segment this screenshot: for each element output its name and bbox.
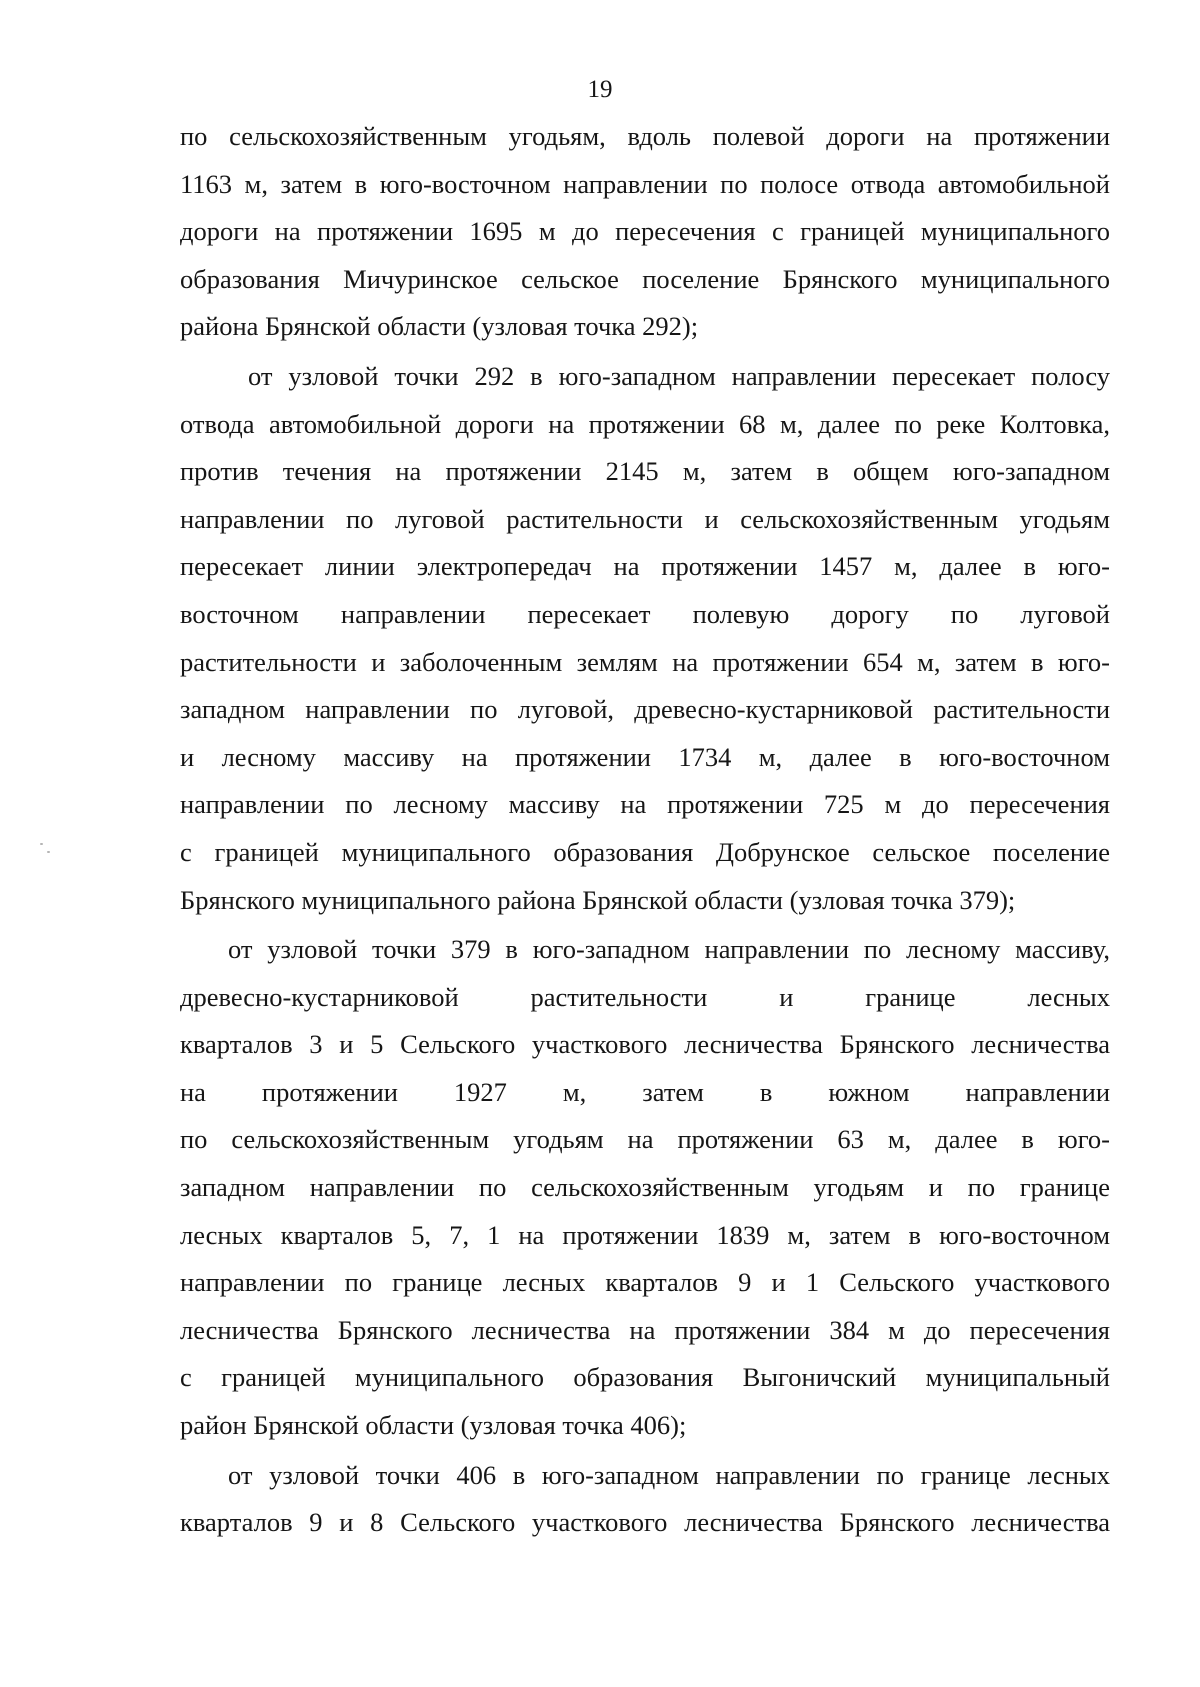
paragraph-line: по сельскохозяйственным угодьям на протяжении 63 м, далее в юго- — [180, 1124, 1110, 1155]
paragraph-line: по сельскохозяйственным угодьям, вдоль полевой дороги на протяжении — [180, 121, 1110, 151]
scan-speck — [47, 851, 50, 853]
paragraph-1 — [180, 113, 1110, 351]
paragraph-line: лесничества Брянского лесничества на протяжении 384 м до пересечения — [180, 1314, 1110, 1345]
paragraph-line: восточном направлении пересекает полевую дорогу по луговой — [180, 598, 1110, 629]
paragraph-line: образования Мичуринское сельское поселение Брянского муниципального — [180, 263, 1110, 294]
paragraph-line: кварталов 9 и 8 Сельского участкового лесничества Брянского лесничества — [180, 1507, 1110, 1538]
paragraph-line: 1163 м, затем в юго-восточном направлении по полосе отвода автомобильной — [180, 168, 1110, 199]
paragraph-line: западном направлении по луговой, древесно-кустарниковой растительности — [180, 694, 1110, 725]
scan-speck — [40, 843, 43, 845]
paragraph-line: отвода автомобильной дороги на протяжении 68 м, далее по реке Колтовка, — [180, 408, 1110, 439]
paragraph-line: с границей муниципального образования Добрунское сельское поселение — [180, 836, 1110, 867]
paragraph-line: и лесному массиву на протяжении 1734 м, далее в юго-восточном — [180, 741, 1110, 772]
paragraph-line: против течения на протяжении 2145 м, затем в общем юго-западном — [180, 456, 1110, 487]
paragraph-line: направлении по границе лесных кварталов 9 и 1 Сельского участкового — [180, 1267, 1110, 1298]
paragraph-line: пересекает линии электропередач на протяжении 1457 м, далее в юго- — [180, 551, 1110, 582]
paragraph-line: от узловой точки 379 в юго-западном направлении по лесному массиву, — [228, 934, 1110, 965]
paragraph-line: кварталов 3 и 5 Сельского участкового лесничества Брянского лесничества — [180, 1029, 1110, 1060]
page-number: 19 — [587, 76, 613, 103]
paragraph-line: район Брянской области (узловая точка 406); — [180, 1410, 687, 1441]
paragraph-line: лесных кварталов 5, 7, 1 на протяжении 1839 м, затем в юго-восточном — [180, 1219, 1110, 1250]
document-body — [180, 113, 1110, 1547]
paragraph-line: на протяжении 1927 м, затем в южном направлении — [180, 1076, 1110, 1107]
paragraph-line: растительности и заболоченным землям на протяжении 654 м, затем в юго- — [180, 646, 1110, 677]
paragraph-line: Брянского муниципального района Брянской области (узловая точка 379); — [180, 884, 1016, 915]
paragraph-3 — [180, 926, 1110, 1450]
paragraph-line: от узловой точки 406 в юго-западном направлении по границе лесных — [228, 1459, 1110, 1490]
paragraph-line: западном направлении по сельскохозяйственным угодьям и по границе — [180, 1172, 1110, 1203]
paragraph-2 — [180, 353, 1110, 924]
paragraph-line: от узловой точки 292 в юго-западном направлении пересекает полосу — [248, 360, 1110, 391]
paragraph-line: направлении по лесному массиву на протяжении 725 м до пересечения — [180, 789, 1110, 820]
paragraph-line: дороги на протяжении 1695 м до пересечения с границей муниципального — [180, 216, 1110, 247]
paragraph-line: района Брянской области (узловая точка 292); — [180, 311, 699, 342]
paragraph-4 — [180, 1452, 1110, 1547]
paragraph-line: с границей муниципального образования Выгоничский муниципальный — [180, 1362, 1110, 1393]
paragraph-line: направлении по луговой растительности и сельскохозяйственным угодьям — [180, 503, 1110, 534]
paragraph-line: древесно-кустарниковой растительности и границе лесных — [180, 981, 1110, 1012]
